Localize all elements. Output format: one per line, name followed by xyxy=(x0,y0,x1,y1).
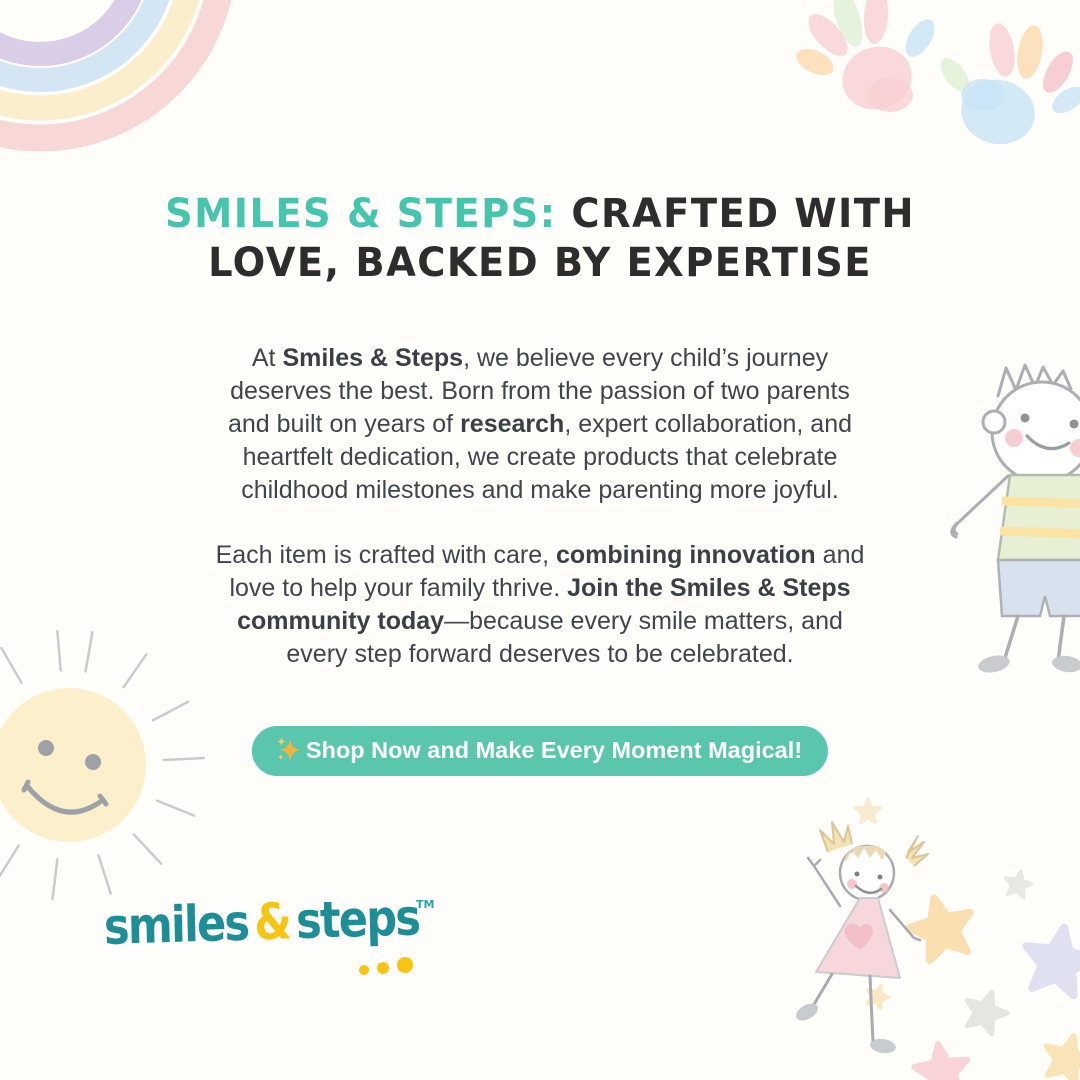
handprints-doodle xyxy=(790,0,1080,180)
girl-doodle xyxy=(790,800,1080,1080)
logo-word-steps: steps xyxy=(295,888,420,951)
girl-eye-left xyxy=(855,872,860,877)
girl-foot xyxy=(793,1000,821,1024)
logo-word-smiles: smiles xyxy=(103,893,249,956)
handprint-pink xyxy=(792,0,940,118)
brand-logo xyxy=(103,888,484,1008)
boy-shirt xyxy=(998,475,1080,560)
handprint-blue xyxy=(935,21,1080,151)
boy-legs xyxy=(1004,616,1064,661)
logo-dots xyxy=(359,956,421,975)
girl-eye-right xyxy=(878,875,883,880)
shop-now-button[interactable] xyxy=(252,726,828,776)
page-title-line1: SMILES & STEPS: CRAFTED WITH xyxy=(164,190,915,237)
boy-doodle xyxy=(930,358,1080,673)
boy-cheek-left xyxy=(1005,429,1023,447)
rainbow-doodle xyxy=(0,0,270,220)
girl-pigtail-left xyxy=(820,822,852,852)
boy-arm xyxy=(952,476,1008,537)
boy-foot xyxy=(1051,654,1080,674)
logo-ampersand: & xyxy=(253,892,291,952)
girl-cheek-left xyxy=(847,879,857,889)
shop-now-label: Shop Now and Make Every Moment Magical! xyxy=(305,736,803,763)
boy-shorts xyxy=(998,560,1080,616)
sun-eye-left xyxy=(38,740,54,756)
boy-eye-left xyxy=(1021,414,1030,423)
trademark-symbol: TM xyxy=(416,898,435,911)
page-title-highlight: SMILES & STEPS: xyxy=(164,190,557,237)
intro-paragraph: At Smiles & Steps, we believe every child’s journey deserves the best. Born from the passion of two parents and built on years of research, expert collaboration, and heartfelt dedication, we create products that celebrate childhood milestones and make parenting more joyful. xyxy=(227,344,853,504)
brand-logo-text xyxy=(103,888,419,956)
page-title xyxy=(0,190,1080,288)
girl-pigtail-right xyxy=(906,836,928,866)
boy-head xyxy=(992,382,1080,482)
sun-face xyxy=(0,688,146,842)
boy-eye-right xyxy=(1070,420,1079,429)
boy-ear xyxy=(983,411,1005,433)
page-title-line2: LOVE, BACKED BY EXPERTISE xyxy=(208,239,872,286)
girl-figure xyxy=(793,822,928,1055)
girl-legs xyxy=(813,974,873,1042)
community-paragraph: Each item is crafted with care, combining innovation and love to help your family thrive. Join the Smiles & Steps community today—because every smile matters, and every step forward deserves to be celebrated. xyxy=(215,541,865,668)
girl-arm-left xyxy=(808,858,840,906)
sun-eye-right xyxy=(85,754,101,770)
sparkles-icon xyxy=(274,735,304,765)
sun-doodle xyxy=(0,630,235,925)
